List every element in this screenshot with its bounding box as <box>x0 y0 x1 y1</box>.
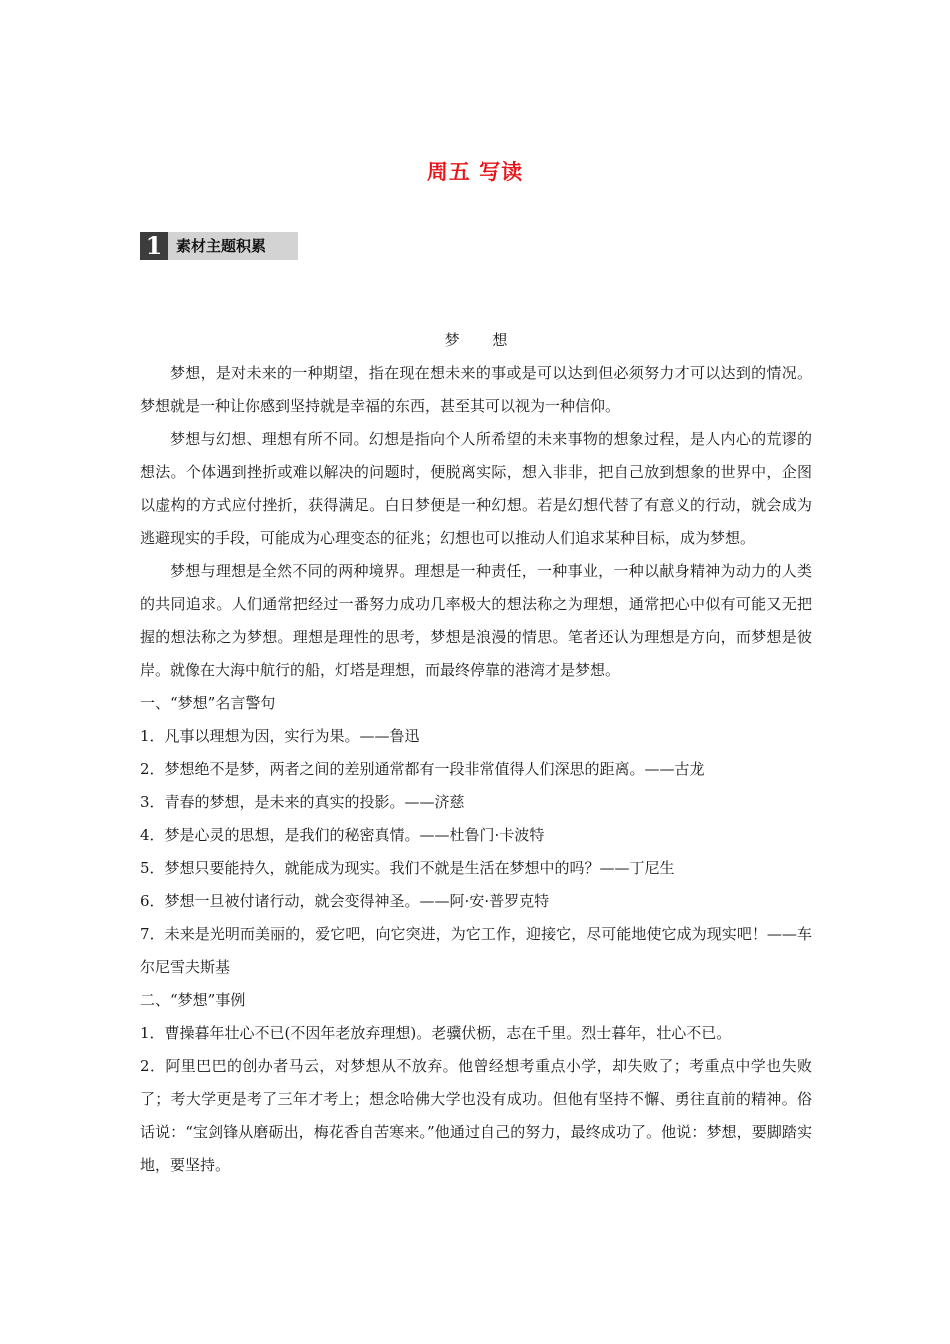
quote-item: 3．青春的梦想，是未来的真实的投影。——济慈 <box>140 793 465 811</box>
example-item: 2．阿里巴巴的创办者马云，对梦想从不放弃。他曾经想考重点小学，却失败了；考重点中学也失败了；考大学更是考了三年才考上；想念哈佛大学也没有成功。但他有坚持不懈、勇往直前的精神。俗话说：“宝剑锋从磨砺出，梅花香自苦寒来。”他通过自己的努力，最终成功了。他说：梦想，要脚踏实地，要坚持。 <box>140 1057 812 1174</box>
quote-item: 4．梦是心灵的思想，是我们的秘密真情。——杜鲁门·卡波特 <box>140 826 545 844</box>
quote-item: 1．凡事以理想为因，实行为果。——鲁迅 <box>140 727 420 745</box>
quote-item: 2．梦想绝不是梦，两者之间的差别通常都有一段非常值得人们深思的距离。——古龙 <box>140 760 705 778</box>
paragraph: 梦想与幻想、理想有所不同。幻想是指向个人所希望的未来事物的想象过程，是人内心的荒谬的想法。个体遇到挫折或难以解决的问题时，便脱离实际，想入非非，把自己放到想象的世界中，企图以虚构的方式应付挫折，获得满足。白日梦便是一种幻想。若是幻想代替了有意义的行动，就会成为逃避现实的手段，可能成为心理变态的征兆；幻想也可以推动人们追求某种目标，成为梦想。 <box>140 430 812 547</box>
paragraph: 梦想，是对未来的一种期望，指在现在想未来的事或是可以达到但必须努力才可以达到的情况。梦想就是一种让你感到坚持就是幸福的东西，甚至其可以视为一种信仰。 <box>140 364 812 415</box>
section-label: 素材主题积累 <box>168 232 298 260</box>
section-number: 1 <box>140 232 168 260</box>
quote-item: 6．梦想一旦被付诸行动，就会变得神圣。——阿·安·普罗克特 <box>140 892 550 910</box>
paragraph: 梦想与理想是全然不同的两种境界。理想是一种责任，一种事业，一种以献身精神为动力的人类的共同追求。人们通常把经过一番努力成功几率极大的想法称之为理想，通常把心中似有可能又无把握的想法称之为梦想。理想是理性的思考，梦想是浪漫的情思。笔者还认为理想是方向，而梦想是彼岸。就像在大海中航行的船，灯塔是理想，而最终停靠的港湾才是梦想。 <box>140 562 812 679</box>
examples-heading: 二、“梦想”事例 <box>140 991 246 1009</box>
essay-title: 梦 想 <box>444 331 522 349</box>
example-item: 1．曹操暮年壮心不已(不因年老放弃理想)。老骥伏枥，志在千里。烈士暮年，壮心不已。 <box>140 1024 732 1042</box>
section-badge <box>140 232 298 260</box>
quotes-heading: 一、“梦想”名言警句 <box>140 694 276 712</box>
body-text <box>140 324 812 1182</box>
quote-item: 5．梦想只要能持久，就能成为现实。我们不就是生活在梦想中的吗？——丁尼生 <box>140 859 675 877</box>
quote-item: 7．未来是光明而美丽的，爱它吧，向它突进，为它工作，迎接它，尽可能地使它成为现实吧！——车尔尼雪夫斯基 <box>140 925 812 976</box>
page-title: 周五 写读 <box>426 160 524 184</box>
